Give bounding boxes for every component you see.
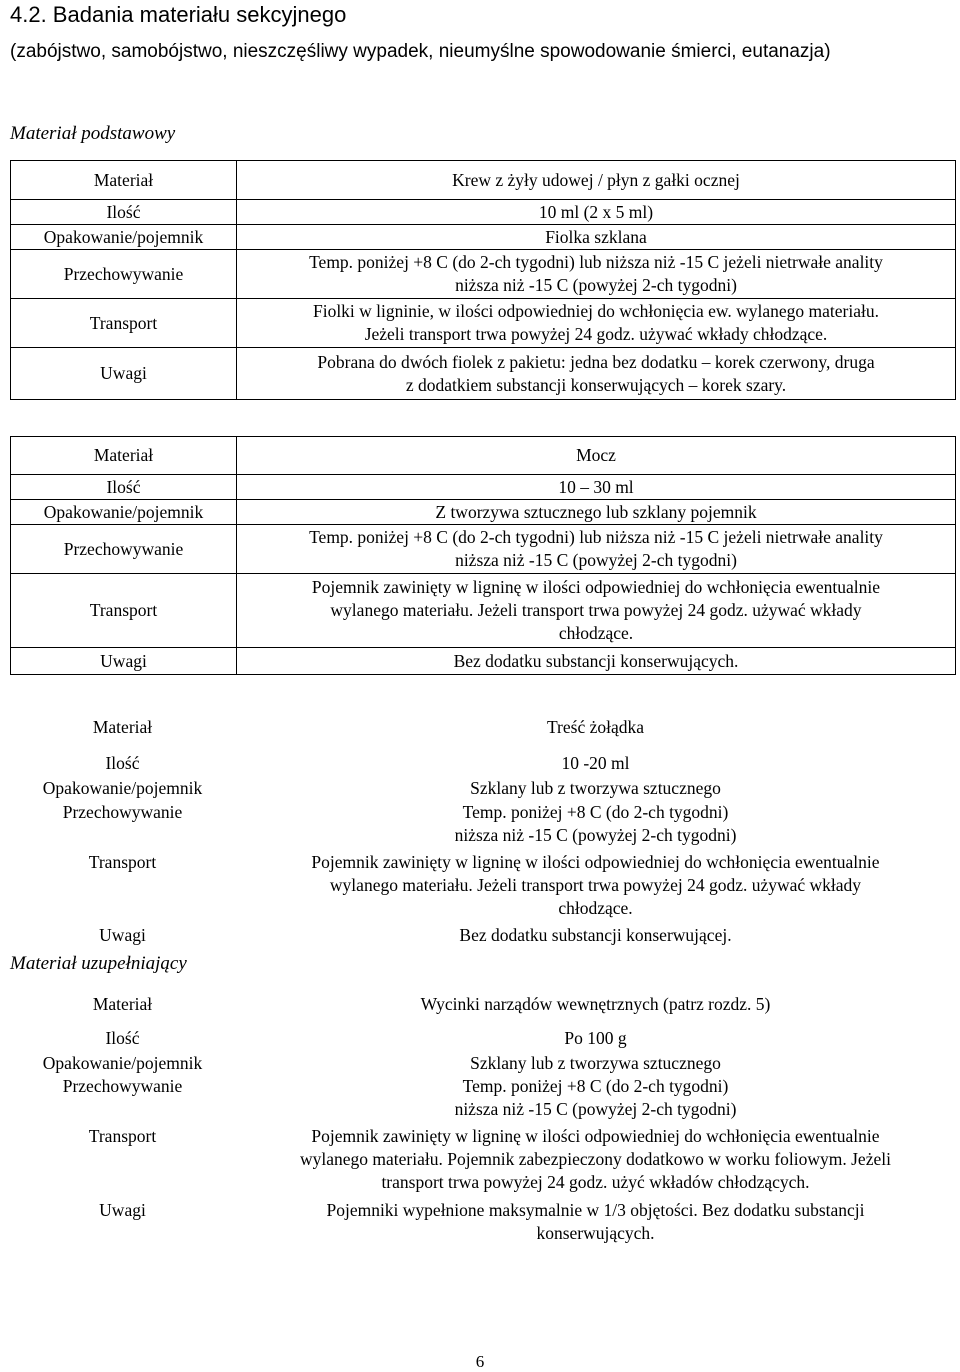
label-container: Opakowanie/pojemnik	[42, 1052, 203, 1073]
label-quantity: Ilość	[105, 1028, 140, 1048]
table-urine	[10, 436, 956, 675]
value-storage	[237, 250, 956, 299]
value-transport	[237, 299, 956, 348]
value-quantity: Po 100 g	[564, 1028, 627, 1048]
value-material: Wycinki narządów wewnętrznych (patrz rozdz. 5)	[420, 993, 771, 1014]
table-row	[11, 250, 956, 299]
value-line: Pojemniki wypełnione maksymalnie w 1/3 objętości. Bez dodatku substancji	[326, 1200, 865, 1220]
label-material: Materiał	[11, 437, 237, 475]
label-container: Opakowanie/pojemnik	[11, 225, 237, 250]
value-container: Szklany lub z tworzywa sztucznego	[470, 778, 721, 798]
value-material: Krew z żyły udowej / płyn z gałki ocznej	[237, 161, 956, 200]
value-transport	[235, 851, 956, 923]
label-storage: Przechowywanie	[11, 525, 237, 574]
value-notes	[237, 348, 956, 400]
table-row	[10, 923, 956, 948]
table-row	[11, 299, 956, 348]
label-notes: Uwagi	[99, 925, 146, 945]
table-row	[11, 348, 956, 400]
value-line: Temp. poniżej +8 C (do 2-ch tygodni)	[462, 1076, 729, 1096]
table-row	[11, 225, 956, 250]
table-row	[10, 801, 956, 851]
table-row	[10, 1051, 956, 1075]
section-label-supplementary: Materiał uzupełniający	[10, 953, 187, 974]
label-storage: Przechowywanie	[11, 250, 237, 299]
value-container: Z tworzywa sztucznego lub szklany pojemnik	[237, 500, 956, 525]
value-line: niższa niż -15 C (powyżej 2-ch tygodni)	[455, 550, 737, 570]
value-storage	[235, 801, 956, 851]
value-line: niższa niż -15 C (powyżej 2-ch tygodni)	[455, 275, 737, 295]
label-quantity: Ilość	[105, 753, 140, 773]
value-quantity: 10 – 30 ml	[237, 475, 956, 500]
label-quantity: Ilość	[11, 200, 237, 225]
value-material: Mocz	[237, 437, 956, 475]
label-storage: Przechowywanie	[62, 1076, 183, 1096]
label-container: Opakowanie/pojemnik	[11, 500, 237, 525]
value-line: niższa niż -15 C (powyżej 2-ch tygodni)	[454, 825, 737, 845]
label-material: Materiał	[11, 161, 237, 200]
label-material: Materiał	[92, 993, 153, 1014]
value-storage	[237, 525, 956, 574]
value-line: Pojemnik zawinięty w ligninę w ilości odpowiedniej do wchłonięcia ewentualnie	[311, 1126, 880, 1146]
table-row	[10, 1125, 956, 1199]
value-line: Pobrana do dwóch fiolek z pakietu: jedna bez dodatku – korek czerwony, druga	[317, 351, 875, 372]
table-row	[10, 712, 956, 742]
label-container: Opakowanie/pojemnik	[42, 778, 203, 798]
section-heading: 4.2. Badania materiału sekcyjnego	[10, 2, 347, 27]
value-line: niższa niż -15 C (powyżej 2-ch tygodni)	[454, 1099, 737, 1119]
value-notes: Bez dodatku substancji konserwujących.	[237, 648, 956, 675]
value-line: transport trwa powyżej 24 godz. użyć wkładów chłodzących.	[381, 1172, 810, 1192]
table-row	[10, 1026, 956, 1051]
value-line: Pojemnik zawinięty w ligninę w ilości odpowiedniej do wchłonięcia ewentualnie	[311, 852, 880, 872]
value-notes	[235, 1199, 956, 1247]
table-row	[11, 648, 956, 675]
value-line: wylanego materiału. Pojemnik zabezpieczony dodatkowo w worku foliowym. Jeżeli	[300, 1149, 891, 1169]
label-transport: Transport	[88, 1126, 157, 1146]
table-row	[11, 200, 956, 225]
table-row	[10, 751, 956, 776]
table-row	[11, 574, 956, 648]
value-line: Jeżeli transport trwa powyżej 24 godz. używać wkłady chłodzące.	[364, 324, 828, 344]
table-row	[11, 525, 956, 574]
table-stomach	[10, 712, 956, 948]
table-row	[11, 437, 956, 475]
value-transport	[237, 574, 956, 648]
value-line: chłodzące.	[558, 623, 634, 643]
table-blood	[10, 160, 956, 400]
label-notes: Uwagi	[99, 1200, 146, 1220]
value-quantity: 10 -20 ml	[561, 753, 630, 773]
value-line: konserwujących.	[536, 1223, 655, 1243]
table-organs	[10, 990, 956, 1247]
table-row	[11, 500, 956, 525]
label-transport: Transport	[88, 852, 157, 872]
section-label-basic: Materiał podstawowy	[10, 123, 176, 144]
value-line: Pojemnik zawinięty w ligninę w ilości odpowiedniej do wchłonięcia ewentualnie	[311, 577, 881, 597]
value-transport	[235, 1125, 956, 1199]
label-notes: Uwagi	[11, 348, 237, 400]
value-container: Szklany lub z tworzywa sztucznego	[470, 1052, 721, 1073]
value-line: Temp. poniżej +8 C (do 2-ch tygodni)	[462, 802, 729, 822]
value-notes: Bez dodatku substancji konserwującej.	[459, 925, 732, 945]
value-line: Fiolki w ligninie, w ilości odpowiedniej do wchłonięcia ew. wylanego materiału.	[312, 301, 880, 321]
section-subtitle: (zabójstwo, samobójstwo, nieszczęśliwy wypadek, nieumyślne spowodowanie śmierci, eutanazja)	[10, 41, 831, 62]
label-notes: Uwagi	[11, 648, 237, 675]
table-row	[10, 1075, 956, 1125]
page-number: 6	[475, 1352, 485, 1371]
table-row	[11, 475, 956, 500]
table-row	[10, 776, 956, 801]
value-line: Temp. poniżej +8 C (do 2-ch tygodni) lub niższa niż -15 C jeżeli nietrwałe anality	[309, 527, 883, 547]
value-line: Temp. poniżej +8 C (do 2-ch tygodni) lub niższa niż -15 C jeżeli nietrwałe anality	[309, 252, 883, 272]
table-row	[10, 851, 956, 923]
value-container: Fiolka szklana	[237, 225, 956, 250]
label-storage: Przechowywanie	[62, 802, 183, 822]
label-transport: Transport	[11, 299, 237, 348]
value-storage	[235, 1075, 956, 1125]
value-line: z dodatkiem substancji konserwujących – korek szary.	[405, 374, 787, 395]
value-line: wylanego materiału. Jeżeli transport trwa powyżej 24 godz. używać wkłady	[330, 600, 862, 620]
table-row	[10, 1199, 956, 1247]
table-row	[10, 990, 956, 1018]
label-transport: Transport	[11, 574, 237, 648]
table-row	[11, 161, 956, 200]
value-material: Treść żołądka	[546, 716, 645, 737]
label-material: Materiał	[92, 716, 153, 737]
value-quantity: 10 ml (2 x 5 ml)	[237, 200, 956, 225]
value-line: chłodzące.	[558, 898, 633, 918]
value-line: wylanego materiału. Jeżeli transport trwa powyżej 24 godz. używać wkłady	[329, 875, 862, 895]
label-quantity: Ilość	[11, 475, 237, 500]
